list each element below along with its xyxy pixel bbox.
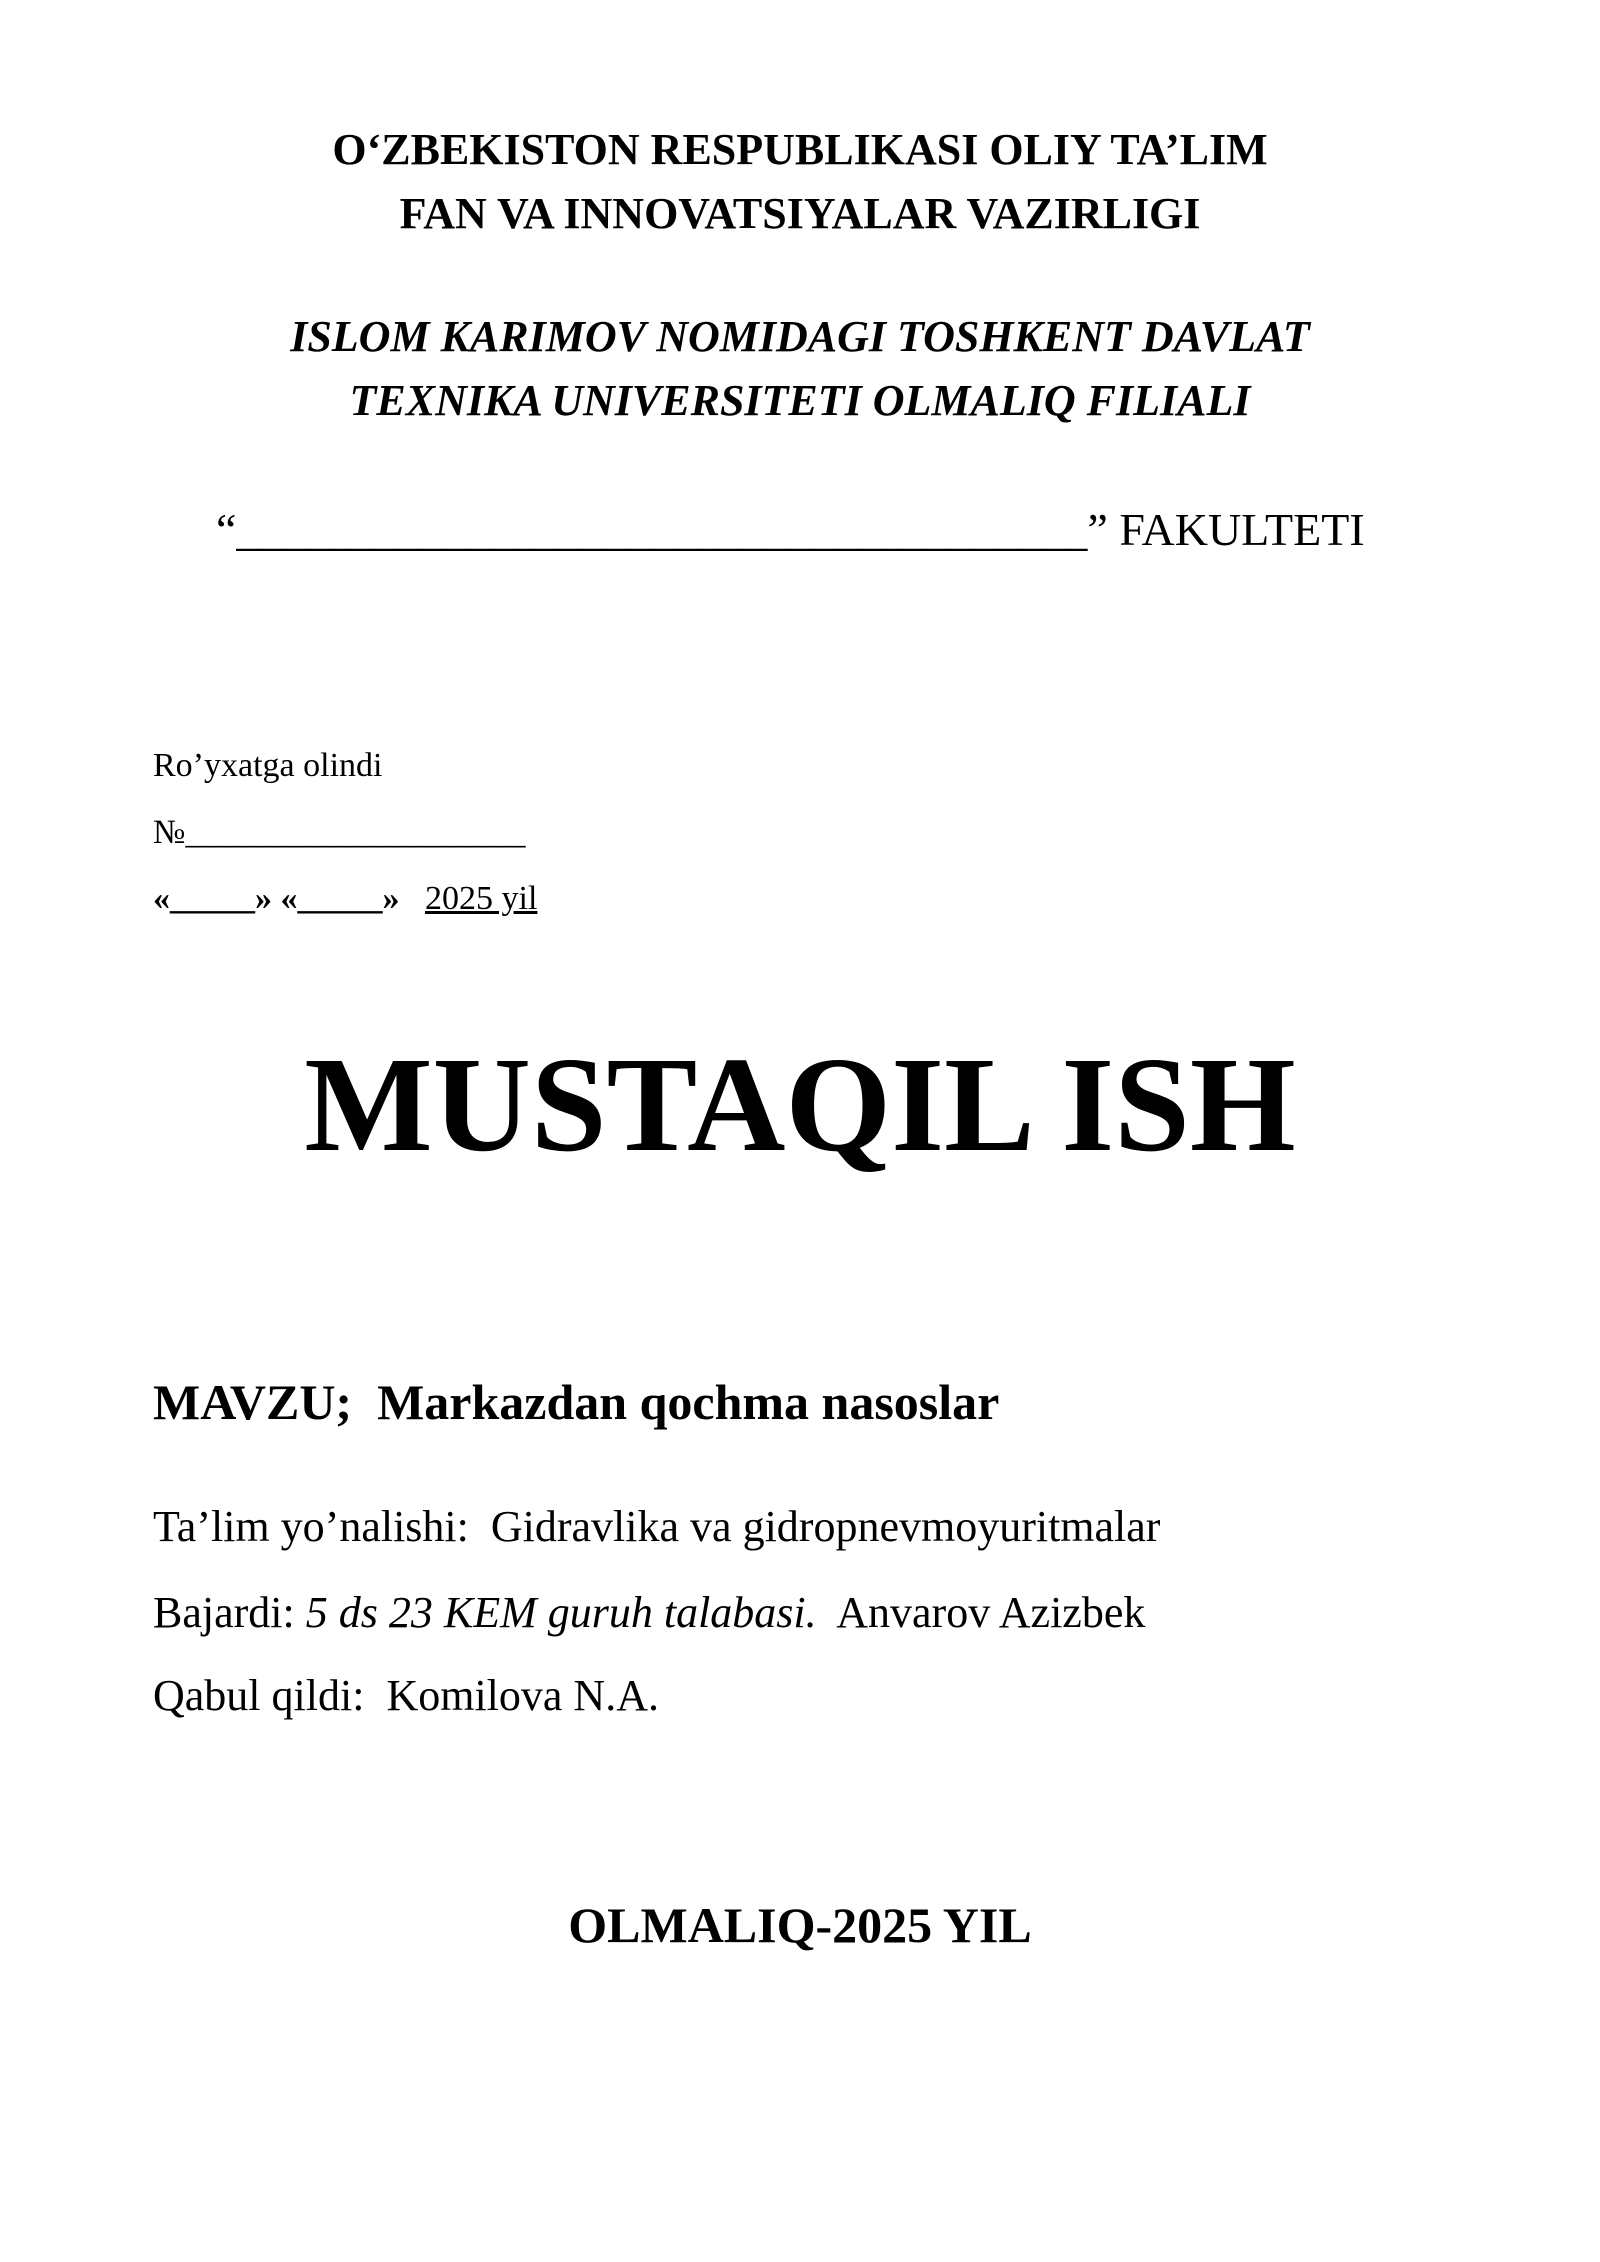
accepted-line	[153, 1664, 659, 1728]
faculty-line	[216, 498, 1365, 562]
ministry-line-1: O‘ZBEKISTON RESPUBLIKASI OLIY TA’LIM	[332, 125, 1268, 174]
faculty-open-quote: “	[216, 504, 237, 555]
registration-date	[153, 875, 537, 923]
topic-value: Markazdan qochma nasoslar	[377, 1374, 1000, 1430]
performed-group: 5 ds 23 KEM guruh talabasi.	[305, 1588, 817, 1637]
ministry-line-2: FAN VA INNOVATSIYALAR VAZIRLIGI	[399, 189, 1201, 238]
registration-number	[153, 809, 525, 857]
topic-label: MAVZU;	[153, 1374, 353, 1430]
university-line-1: ISLOM KARIMOV NOMIDAGI TOSHKENT DAVLAT	[290, 312, 1310, 361]
date-year: 2025 yil	[425, 880, 538, 917]
performed-label: Bajardi:	[153, 1588, 295, 1637]
faculty-label: FAKULTETI	[1119, 504, 1365, 555]
university-line-2: TEXNIKA UNIVERSITETI OLMALIQ FILIALI	[349, 376, 1251, 425]
date-close-quote-1: »	[255, 880, 272, 917]
date-blank-1: _____	[170, 880, 255, 917]
date-open-quote-2: «	[280, 880, 298, 917]
topic-line	[153, 1367, 999, 1437]
number-prefix: №	[153, 814, 186, 851]
direction-value: Gidravlika va gidropnevmoyuritmalar	[490, 1502, 1161, 1551]
accepted-name: Komilova N.A.	[386, 1671, 659, 1720]
performed-name: Anvarov Azizbek	[836, 1588, 1146, 1637]
footer-place-year: OLMALIQ-2025 YIL	[568, 1897, 1032, 1953]
number-blank: ____________________	[185, 814, 526, 851]
document-title: MUSTAQIL ISH	[304, 1030, 1296, 1180]
date-close-quote-2: »	[382, 880, 400, 917]
performed-line	[153, 1581, 1145, 1645]
faculty-blank: _____________________________________	[236, 504, 1088, 555]
date-blank-2: _____	[297, 880, 383, 917]
direction-line	[153, 1495, 1160, 1559]
faculty-close-quote: ”	[1087, 504, 1108, 555]
direction-label: Ta’lim yo’nalishi:	[153, 1502, 469, 1551]
accepted-label: Qabul qildi:	[153, 1671, 365, 1720]
date-open-quote-1: «	[153, 880, 170, 917]
registration-label: Ro’yxatga olindi	[153, 747, 383, 784]
